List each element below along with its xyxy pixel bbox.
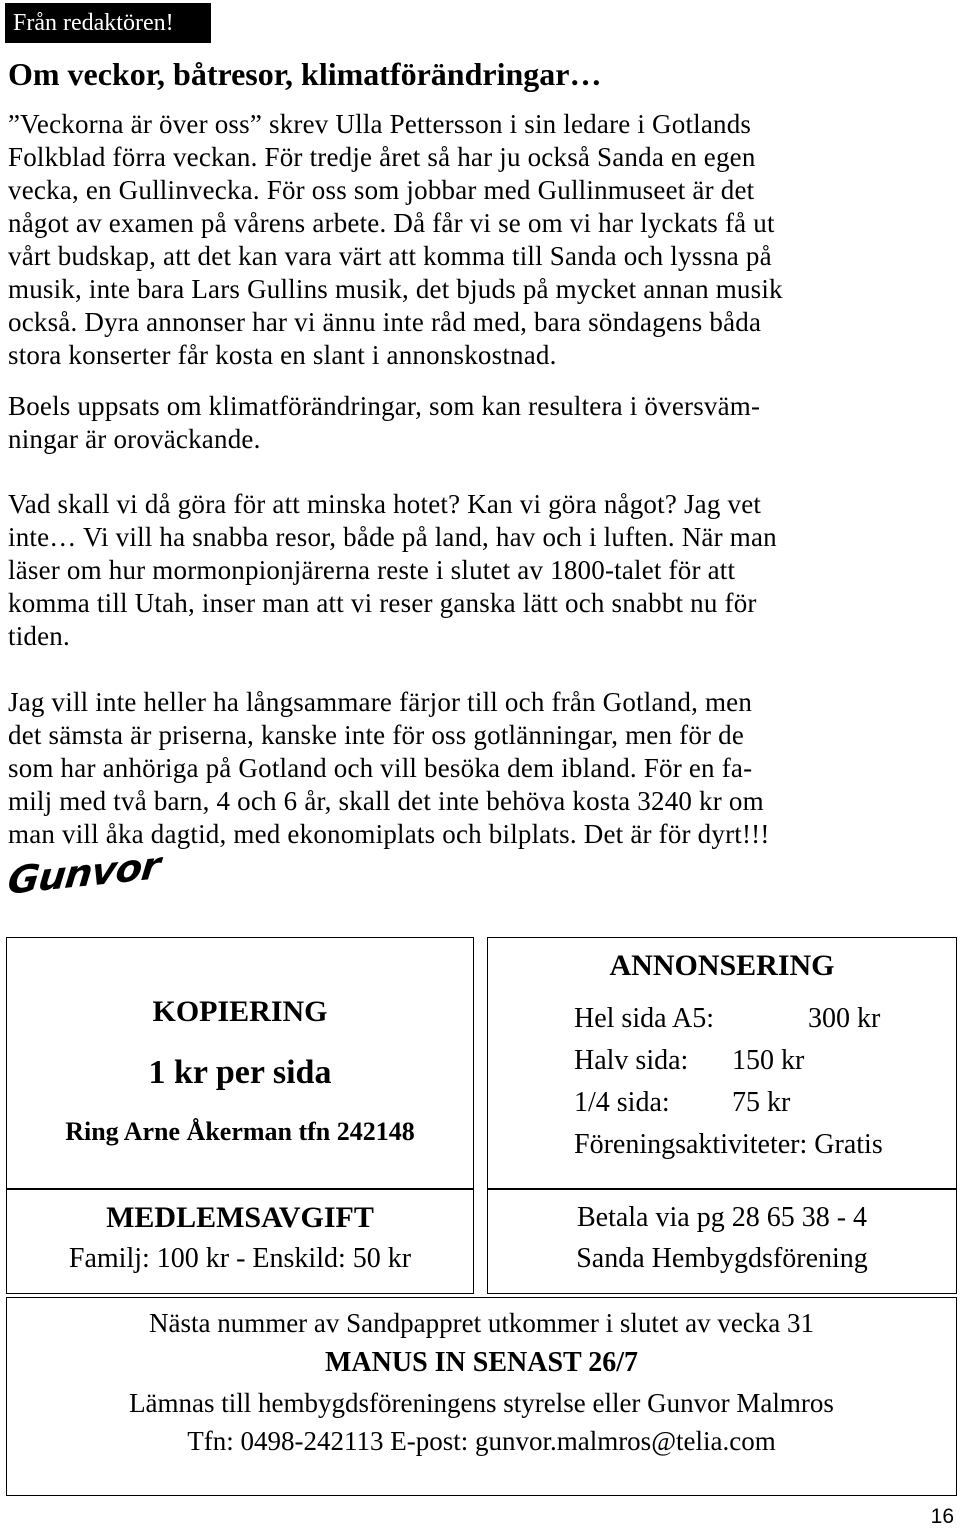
text-line: det sämsta är priserna, kanske inte för oss gotlänningar, men för de [8,720,745,750]
article-paragraph-2 [8,390,948,456]
kopiering-box [6,937,474,1189]
text-line: tiden. [8,621,70,651]
headline: Om veckor, båtresor, klimatförändringar… [8,56,602,92]
rate-value: 150 kr [732,1045,805,1076]
text-line: man vill åka dagtid, med ekonomiplats och bilplats. Det är för dyrt!!! [8,819,770,849]
text-line: Jag vill inte heller ha långsammare färjor till och från Gotland, men [8,687,753,717]
text-line: ningar är oroväckande. [8,424,261,454]
text-line: som har anhöriga på Gotland och vill besöka dem ibland. För en fa- [8,753,753,783]
rate-value: Gratis [814,1129,883,1160]
betala-recipient: Sanda Hembygdsförening [576,1243,868,1274]
betala-pg: Betala via pg 28 65 38 - 4 [576,1202,868,1233]
text-line: läser om hur mormonpionjärerna reste i slutet av 1800-talet för att [8,555,736,585]
annonsering-title: ANNONSERING [609,949,835,982]
text-line: Boels uppsats om klimatförändringar, som kan resultera i översväm- [8,391,761,421]
text-line: komma till Utah, inser man att vi reser ganska lätt och snabbt nu för [8,588,757,618]
text-line: vårt budskap, att det kan vara värt att komma till Sanda och lyssna på [8,241,772,271]
text-line: också. Dyra annonser har vi ännu inte råd med, bara söndagens båda [8,307,762,337]
article-paragraph-4 [8,686,948,851]
rate-value: 300 kr [808,1003,881,1034]
page-number: 16 [930,1505,954,1528]
article-paragraph-3 [8,488,948,653]
rate-row [574,1043,805,1079]
medlemsavgift-title: MEDLEMSAVGIFT [106,1201,374,1234]
text-line: inte… Vi vill ha snabba resor, både på land, hav och i luften. När man [8,522,777,552]
text-line: vecka, en Gullinvecka. För oss som jobbar med Gullinmuseet är det [8,175,755,205]
betala-box [487,1189,957,1294]
text-line: Vad skall vi då göra för att minska hotet? Kan vi göra något? Jag vet [8,489,762,519]
text-line: musik, inte bara Lars Gullins musik, det bjuds på mycket annan musik [8,274,783,304]
text-line: något av examen på vårens arbete. Då får vi se om vi har lyckats få ut [8,208,775,238]
kopiering-title: KOPIERING [152,995,328,1028]
text-line: Folkblad förra veckan. För tredje året så har ju också Sanda en egen [8,142,756,172]
next-issue-box [6,1297,957,1496]
submission-info: Lämnas till hembygdsföreningens styrelse eller Gunvor Malmros [129,1388,834,1418]
annonsering-box [487,937,957,1189]
rate-label: Halv sida: [574,1045,689,1076]
medlemsavgift-box [6,1189,474,1294]
rate-row [574,1127,883,1163]
article-paragraph-1 [8,108,948,372]
kopiering-price: 1 kr per sida [148,1054,332,1091]
text-line: ”Veckorna är över oss” skrev Ulla Pettersson i sin ledare i Gotlands [8,109,752,139]
section-tag: Från redaktören! [5,3,211,43]
text-line: stora konserter får kosta en slant i annonskostnad. [8,340,557,370]
rate-row [574,1085,791,1121]
signature: Gunvor [5,843,162,903]
rate-value: 75 kr [732,1087,791,1118]
rate-row [574,1001,881,1037]
contact-info: Tfn: 0498-242113 E-post: gunvor.malmros@telia.com [187,1426,776,1456]
rate-label: Föreningsaktiviteter: [574,1129,808,1160]
rate-label: Hel sida A5: [574,1003,714,1034]
deadline: MANUS IN SENAST 26/7 [325,1347,638,1378]
text-line: milj med två barn, 4 och 6 år, skall det inte behöva kosta 3240 kr om [8,786,764,816]
medlemsavgift-fees: Familj: 100 kr - Enskild: 50 kr [68,1243,412,1274]
rate-label: 1/4 sida: [574,1087,670,1118]
kopiering-contact: Ring Arne Åkerman tfn 242148 [65,1117,415,1146]
next-issue-text: Nästa nummer av Sandpappret utkommer i slutet av vecka 31 [148,1308,815,1338]
